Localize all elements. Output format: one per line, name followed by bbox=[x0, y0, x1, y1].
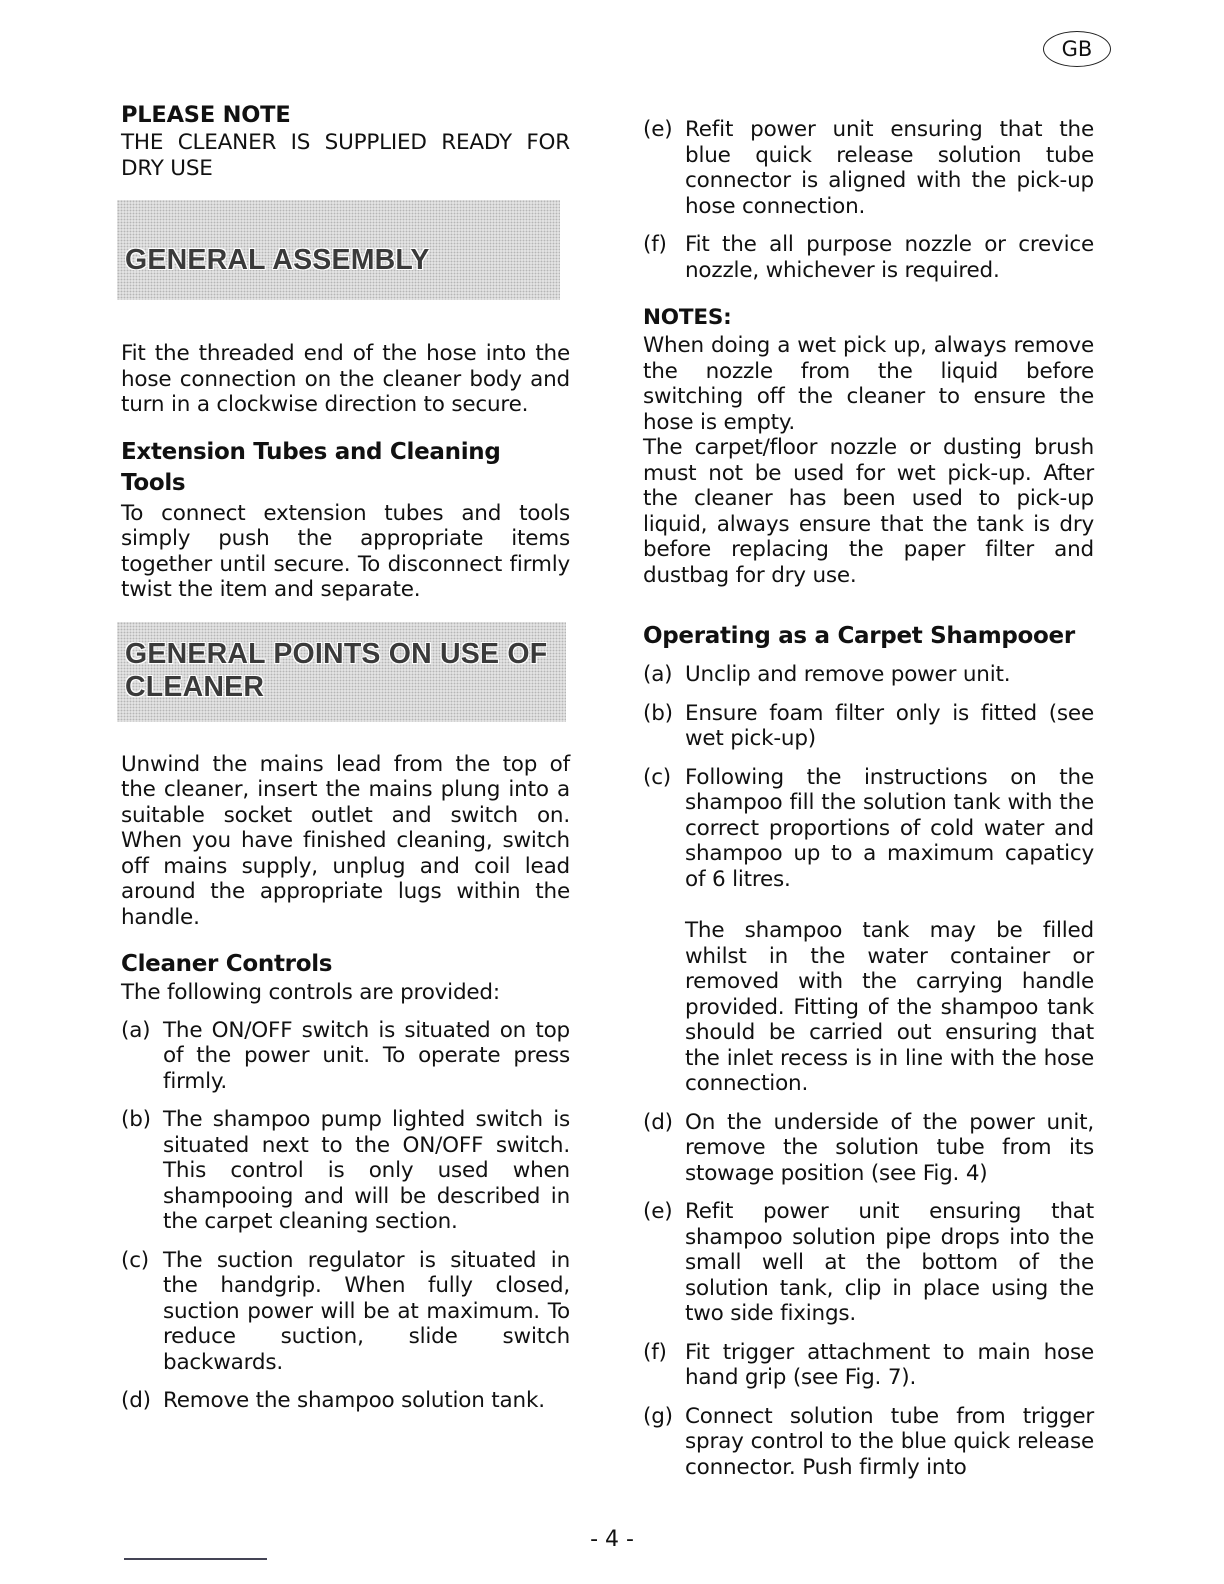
list-item: (f) Fit the all purpose nozzle or crevice nozzle, whichever is required. bbox=[643, 232, 1094, 283]
left-column bbox=[121, 100, 570, 1414]
cleaner-controls-list bbox=[121, 1018, 570, 1414]
list-item: (c) The suction regulator is situated in the handgrip. When fully closed, suction power will be at maximum. To reduce suction, slide switch backwards. bbox=[121, 1247, 570, 1375]
general-points-text: Unwind the mains lead from the top of the cleaner, insert the mains plung into a suitable socket outlet and switch on. When you have finished cleaning, switch off mains supply, unplug and coil lead around the appropriate lugs within the handle. bbox=[121, 751, 570, 930]
list-item: (b) The shampoo pump lighted switch is situated next to the ON/OFF switch. This control is only used when shampooing and will be described in the carpet cleaning section. bbox=[121, 1107, 570, 1234]
general-points-title: GENERAL POINTS ON USE OF CLEANER bbox=[125, 637, 548, 703]
list-item: (g) Connect solution tube from trigger spray control to the blue quick release connector. Push firmly into bbox=[643, 1403, 1094, 1480]
general-points-banner bbox=[117, 622, 566, 722]
divider bbox=[124, 1558, 267, 1560]
general-assembly-title: GENERAL ASSEMBLY bbox=[125, 244, 430, 276]
shampooer-list bbox=[643, 662, 1094, 1480]
list-item: (b) Ensure foam filter only is fitted (see wet pick-up) bbox=[643, 700, 1094, 751]
general-assembly-banner bbox=[117, 200, 560, 300]
list-item: (a) Unclip and remove power unit. bbox=[643, 662, 1011, 687]
cleaner-controls-heading: Cleaner Controls bbox=[121, 951, 333, 977]
list-item: (c) Following the instructions on the shampoo fill the solution tank with the correct proportions of cold water and shampoo up to a maximum capaticy of 6 litres. bbox=[643, 764, 1094, 892]
list-item: (a) The ON/OFF switch is situated on top of the power unit. To operate press firmly. bbox=[121, 1017, 570, 1094]
list-item: (e) Refit power unit ensuring that shampoo solution pipe drops into the small well at the bottom of the solution tank, clip in place using the two side fixings. bbox=[643, 1199, 1094, 1326]
notes-text-2: The carpet/floor nozzle or dusting brush must not be used for wet pick-up. After the cleaner has been used to pick-up liquid, always ensure that the tank is dry before replacing the paper filter and dustbag for dry use. bbox=[643, 435, 1094, 588]
list-item: (d) On the underside of the power unit, remove the solution tube from its stowage position (see Fig. 4) bbox=[643, 1109, 1094, 1186]
assembly-continued-list bbox=[643, 117, 1094, 283]
list-item: The shampoo tank may be filled whilst in the water container or removed with the carrying handle provided. Fitting of the shampoo tank should be carried out ensuring that the inlet recess is in line with the hose connection. bbox=[685, 918, 1094, 1096]
notes-title: NOTES: bbox=[643, 305, 732, 330]
extension-tubes-text: To connect extension tubes and tools simply push the appropriate items together until secure. To disconnect firmly twist the item and separate. bbox=[121, 500, 570, 602]
page-number: - 4 - bbox=[590, 1527, 634, 1552]
right-column bbox=[643, 117, 1094, 1480]
please-note-text: THE CLEANER IS SUPPLIED READY FOR DRY USE bbox=[121, 130, 570, 181]
shampooer-heading: Operating as a Carpet Shampooer bbox=[643, 623, 1075, 649]
cleaner-controls-intro: The following controls are provided: bbox=[121, 980, 500, 1005]
list-item: (d) Remove the shampoo solution tank. bbox=[121, 1388, 545, 1413]
extension-tubes-heading: Extension Tubes and Cleaning Tools bbox=[121, 438, 501, 496]
list-item: (e) Refit power unit ensuring that the blue quick release solution tube connector is aligned with the pick-up hose connection. bbox=[643, 117, 1094, 219]
general-assembly-text: Fit the threaded end of the hose into the hose connection on the cleaner body and turn in a clockwise direction to secure. bbox=[121, 341, 570, 417]
list-item: (f) Fit trigger attachment to main hose hand grip (see Fig. 7). bbox=[643, 1339, 1094, 1390]
notes-text: When doing a wet pick up, always remove the nozzle from the liquid before switching off the cleaner to ensure the hose is empty. bbox=[643, 333, 1094, 435]
language-badge-gb: GB bbox=[1043, 31, 1111, 67]
please-note-title: PLEASE NOTE bbox=[121, 102, 291, 128]
